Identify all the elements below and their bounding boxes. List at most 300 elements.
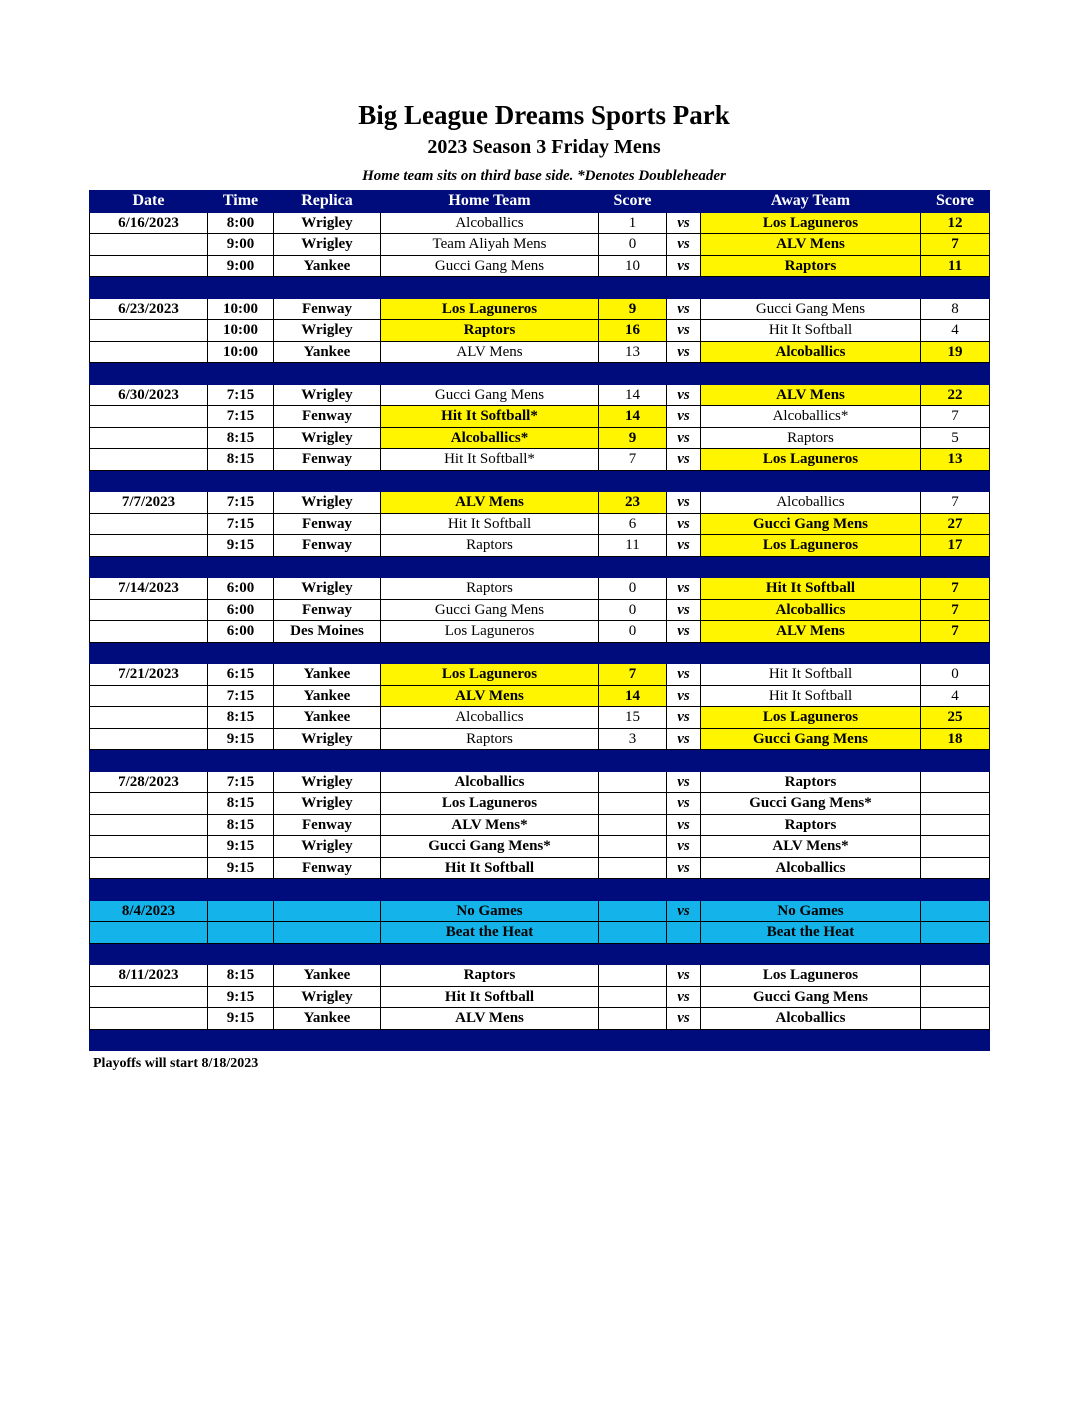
schedule-body [90, 212, 990, 1051]
away-score-cell: 0 [921, 664, 990, 686]
separator-cell [667, 750, 701, 772]
away-score-cell [921, 814, 990, 836]
home-team-cell: Los Laguneros [381, 793, 599, 815]
separator-cell [208, 277, 274, 299]
replica-cell: Fenway [274, 599, 381, 621]
home-score-cell: 0 [599, 599, 667, 621]
away-score-cell: 4 [921, 685, 990, 707]
separator-cell [274, 1029, 381, 1051]
game-row [90, 234, 990, 256]
time-cell: 10:00 [208, 320, 274, 342]
separator-cell [599, 470, 667, 492]
home-team-cell: Alcoballics [381, 707, 599, 729]
home-team-cell: Team Aliyah Mens [381, 234, 599, 256]
home-score-cell: 9 [599, 298, 667, 320]
separator-cell [921, 750, 990, 772]
away-score-cell [921, 793, 990, 815]
date-cell [90, 685, 208, 707]
date-cell [90, 406, 208, 428]
home-score-cell [599, 793, 667, 815]
away-score-cell: 18 [921, 728, 990, 750]
replica-cell: Fenway [274, 406, 381, 428]
away-team-cell: ALV Mens [701, 384, 921, 406]
away-team-cell: Hit It Softball [701, 664, 921, 686]
home-team-cell: Hit It Softball* [381, 406, 599, 428]
separator-cell [381, 556, 599, 578]
vs-cell: vs [667, 298, 701, 320]
date-cell [90, 986, 208, 1008]
time-cell: 7:15 [208, 771, 274, 793]
replica-cell: Wrigley [274, 728, 381, 750]
vs-cell: vs [667, 578, 701, 600]
away-team-cell: Los Laguneros [701, 449, 921, 471]
home-team-cell: Gucci Gang Mens [381, 599, 599, 621]
game-row [90, 664, 990, 686]
home-score-cell [599, 965, 667, 987]
separator-cell [381, 1029, 599, 1051]
time-cell: 6:15 [208, 664, 274, 686]
separator-cell [921, 642, 990, 664]
separator-cell [208, 750, 274, 772]
separator-cell [208, 642, 274, 664]
separator-cell [667, 642, 701, 664]
time-cell: 8:00 [208, 212, 274, 234]
home-score-cell: 1 [599, 212, 667, 234]
replica-cell: Fenway [274, 513, 381, 535]
away-score-cell [921, 986, 990, 1008]
date-cell [90, 427, 208, 449]
game-row [90, 836, 990, 858]
separator-cell [701, 470, 921, 492]
home-team-cell: Alcoballics* [381, 427, 599, 449]
game-row [90, 492, 990, 514]
separator-cell [274, 470, 381, 492]
away-team-cell: Beat the Heat [701, 922, 921, 944]
away-team-cell: Raptors [701, 814, 921, 836]
time-cell: 9:15 [208, 535, 274, 557]
separator-cell [90, 1029, 208, 1051]
vs-cell: vs [667, 492, 701, 514]
date-cell: 7/21/2023 [90, 664, 208, 686]
home-team-cell: Gucci Gang Mens* [381, 836, 599, 858]
home-score-cell: 14 [599, 685, 667, 707]
time-cell: 9:15 [208, 986, 274, 1008]
separator-cell [381, 879, 599, 901]
vs-cell: vs [667, 771, 701, 793]
date-cell: 6/30/2023 [90, 384, 208, 406]
separator-cell [667, 943, 701, 965]
game-row [90, 857, 990, 879]
date-cell [90, 341, 208, 363]
away-team-cell: ALV Mens* [701, 836, 921, 858]
replica-cell: Yankee [274, 685, 381, 707]
away-team-cell: Alcoballics [701, 1008, 921, 1030]
away-score-cell: 19 [921, 341, 990, 363]
replica-cell [274, 900, 381, 922]
replica-cell: Fenway [274, 535, 381, 557]
game-row [90, 771, 990, 793]
away-team-cell: Gucci Gang Mens [701, 298, 921, 320]
separator-cell [208, 470, 274, 492]
away-team-cell: Gucci Gang Mens [701, 986, 921, 1008]
separator-cell [381, 277, 599, 299]
vs-cell: vs [667, 621, 701, 643]
home-score-cell [599, 836, 667, 858]
separator-cell [381, 363, 599, 385]
time-cell: 10:00 [208, 341, 274, 363]
home-team-cell: Alcoballics [381, 212, 599, 234]
home-team-cell: ALV Mens [381, 492, 599, 514]
page-title: Big League Dreams Sports Park [358, 100, 730, 130]
date-cell: 7/7/2023 [90, 492, 208, 514]
time-cell: 9:00 [208, 234, 274, 256]
game-row [90, 449, 990, 471]
game-row [90, 406, 990, 428]
away-score-cell: 7 [921, 621, 990, 643]
home-team-cell: Raptors [381, 965, 599, 987]
away-team-cell: Alcoballics [701, 341, 921, 363]
away-team-cell: Los Laguneros [701, 212, 921, 234]
separator-cell [599, 943, 667, 965]
time-cell: 9:00 [208, 255, 274, 277]
time-cell: 9:15 [208, 836, 274, 858]
home-score-cell [599, 900, 667, 922]
replica-cell: Wrigley [274, 836, 381, 858]
game-row [90, 212, 990, 234]
home-team-cell: Alcoballics [381, 771, 599, 793]
home-team-cell: Raptors [381, 535, 599, 557]
time-cell: 10:00 [208, 298, 274, 320]
away-score-cell: 17 [921, 535, 990, 557]
separator-cell [90, 556, 208, 578]
date-cell: 7/28/2023 [90, 771, 208, 793]
away-team-cell: Alcoballics [701, 599, 921, 621]
game-row [90, 900, 990, 922]
home-team-cell: No Games [381, 900, 599, 922]
date-cell: 6/23/2023 [90, 298, 208, 320]
separator-cell [90, 642, 208, 664]
separator-cell [208, 1029, 274, 1051]
home-score-cell [599, 771, 667, 793]
home-team-cell: ALV Mens [381, 341, 599, 363]
time-cell [208, 922, 274, 944]
separator-cell [667, 556, 701, 578]
home-team-cell: Raptors [381, 728, 599, 750]
replica-cell: Yankee [274, 664, 381, 686]
week-separator [90, 277, 990, 299]
home-score-cell: 16 [599, 320, 667, 342]
game-row [90, 384, 990, 406]
vs-cell: vs [667, 814, 701, 836]
home-score-cell: 7 [599, 449, 667, 471]
replica-cell: Wrigley [274, 492, 381, 514]
game-row [90, 922, 990, 944]
game-row [90, 535, 990, 557]
replica-cell: Yankee [274, 255, 381, 277]
home-score-cell: 0 [599, 578, 667, 600]
week-separator [90, 642, 990, 664]
vs-cell: vs [667, 836, 701, 858]
time-cell: 6:00 [208, 599, 274, 621]
replica-cell: Fenway [274, 814, 381, 836]
separator-cell [599, 642, 667, 664]
vs-cell: vs [667, 535, 701, 557]
time-cell: 9:15 [208, 857, 274, 879]
vs-cell: vs [667, 320, 701, 342]
date-cell [90, 621, 208, 643]
home-score-cell: 6 [599, 513, 667, 535]
time-cell: 7:15 [208, 406, 274, 428]
vs-cell: vs [667, 664, 701, 686]
vs-cell: vs [667, 513, 701, 535]
away-score-cell: 27 [921, 513, 990, 535]
away-score-cell: 13 [921, 449, 990, 471]
game-row [90, 728, 990, 750]
home-score-cell: 14 [599, 406, 667, 428]
away-score-cell: 7 [921, 492, 990, 514]
home-score-cell [599, 986, 667, 1008]
replica-cell: Wrigley [274, 427, 381, 449]
separator-cell [921, 879, 990, 901]
away-score-cell [921, 900, 990, 922]
replica-cell [274, 922, 381, 944]
separator-cell [599, 750, 667, 772]
away-team-cell: Hit It Softball [701, 578, 921, 600]
vs-cell: vs [667, 406, 701, 428]
replica-cell: Fenway [274, 857, 381, 879]
separator-cell [599, 277, 667, 299]
separator-cell [208, 943, 274, 965]
away-score-cell [921, 922, 990, 944]
game-row [90, 341, 990, 363]
header-row [90, 191, 990, 213]
date-cell [90, 814, 208, 836]
home-team-cell: Los Laguneros [381, 664, 599, 686]
separator-cell [921, 277, 990, 299]
playoffs-note: Playoffs will start 8/18/2023 [93, 1056, 259, 1071]
col-time: Time [208, 191, 274, 213]
week-separator [90, 470, 990, 492]
separator-cell [90, 363, 208, 385]
date-cell [90, 922, 208, 944]
game-row [90, 965, 990, 987]
separator-cell [381, 943, 599, 965]
separator-cell [701, 943, 921, 965]
home-team-cell: ALV Mens [381, 685, 599, 707]
home-team-cell: Hit It Softball [381, 513, 599, 535]
date-cell [90, 793, 208, 815]
away-score-cell [921, 965, 990, 987]
away-score-cell: 12 [921, 212, 990, 234]
game-row [90, 1008, 990, 1030]
separator-cell [701, 750, 921, 772]
time-cell: 7:15 [208, 513, 274, 535]
away-team-cell: Los Laguneros [701, 965, 921, 987]
date-cell: 7/14/2023 [90, 578, 208, 600]
separator-cell [381, 642, 599, 664]
separator-cell [274, 750, 381, 772]
vs-cell: vs [667, 857, 701, 879]
week-separator [90, 1029, 990, 1051]
separator-cell [208, 556, 274, 578]
time-cell: 8:15 [208, 449, 274, 471]
week-separator [90, 556, 990, 578]
home-score-cell: 0 [599, 621, 667, 643]
game-row [90, 255, 990, 277]
home-score-cell [599, 814, 667, 836]
col-date: Date [90, 191, 208, 213]
away-team-cell: Gucci Gang Mens [701, 728, 921, 750]
date-cell [90, 449, 208, 471]
separator-cell [274, 277, 381, 299]
col-replica: Replica [274, 191, 381, 213]
game-row [90, 320, 990, 342]
vs-cell: vs [667, 384, 701, 406]
away-team-cell: No Games [701, 900, 921, 922]
time-cell: 8:15 [208, 793, 274, 815]
time-cell: 9:15 [208, 1008, 274, 1030]
separator-cell [921, 363, 990, 385]
separator-cell [381, 750, 599, 772]
col-home-team: Home Team [381, 191, 599, 213]
home-team-cell: Los Laguneros [381, 298, 599, 320]
away-team-cell: Alcoballics [701, 492, 921, 514]
separator-cell [274, 642, 381, 664]
home-team-cell: Raptors [381, 320, 599, 342]
col-away-team: Away Team [701, 191, 921, 213]
date-cell [90, 535, 208, 557]
separator-cell [599, 363, 667, 385]
away-team-cell: Alcoballics* [701, 406, 921, 428]
home-team-cell: Los Laguneros [381, 621, 599, 643]
date-cell [90, 836, 208, 858]
home-score-cell: 14 [599, 384, 667, 406]
away-score-cell: 8 [921, 298, 990, 320]
away-team-cell: ALV Mens [701, 234, 921, 256]
game-row [90, 793, 990, 815]
time-cell: 8:15 [208, 965, 274, 987]
separator-cell [599, 879, 667, 901]
separator-cell [274, 943, 381, 965]
date-cell [90, 857, 208, 879]
vs-cell: vs [667, 707, 701, 729]
home-score-cell: 13 [599, 341, 667, 363]
vs-cell: vs [667, 728, 701, 750]
separator-cell [921, 556, 990, 578]
vs-cell: vs [667, 1008, 701, 1030]
date-cell: 8/4/2023 [90, 900, 208, 922]
game-row [90, 513, 990, 535]
separator-cell [599, 556, 667, 578]
schedule-note: Home team sits on third base side. *Denotes Doubleheader [362, 168, 726, 184]
home-team-cell: Beat the Heat [381, 922, 599, 944]
separator-cell [381, 470, 599, 492]
home-score-cell [599, 857, 667, 879]
time-cell: 9:15 [208, 728, 274, 750]
replica-cell: Yankee [274, 965, 381, 987]
replica-cell: Wrigley [274, 384, 381, 406]
separator-cell [667, 363, 701, 385]
week-separator [90, 879, 990, 901]
date-cell [90, 255, 208, 277]
game-row [90, 685, 990, 707]
replica-cell: Wrigley [274, 771, 381, 793]
away-score-cell: 5 [921, 427, 990, 449]
replica-cell: Yankee [274, 707, 381, 729]
vs-cell: vs [667, 685, 701, 707]
vs-cell: vs [667, 965, 701, 987]
time-cell: 6:00 [208, 621, 274, 643]
time-cell: 8:15 [208, 814, 274, 836]
away-team-cell: ALV Mens [701, 621, 921, 643]
col-away-score: Score [921, 191, 990, 213]
home-score-cell: 7 [599, 664, 667, 686]
game-row [90, 814, 990, 836]
replica-cell: Wrigley [274, 986, 381, 1008]
home-score-cell: 9 [599, 427, 667, 449]
week-separator [90, 363, 990, 385]
separator-cell [701, 556, 921, 578]
separator-cell [667, 277, 701, 299]
game-row [90, 986, 990, 1008]
home-score-cell: 0 [599, 234, 667, 256]
vs-cell: vs [667, 986, 701, 1008]
away-score-cell: 4 [921, 320, 990, 342]
separator-cell [667, 470, 701, 492]
replica-cell: Yankee [274, 341, 381, 363]
separator-cell [701, 363, 921, 385]
separator-cell [701, 879, 921, 901]
separator-cell [90, 470, 208, 492]
col-home-score: Score [599, 191, 667, 213]
game-row [90, 599, 990, 621]
time-cell: 7:15 [208, 685, 274, 707]
away-team-cell: Hit It Softball [701, 320, 921, 342]
separator-cell [667, 879, 701, 901]
separator-cell [701, 642, 921, 664]
separator-cell [274, 556, 381, 578]
away-team-cell: Gucci Gang Mens* [701, 793, 921, 815]
separator-cell [921, 470, 990, 492]
game-row [90, 578, 990, 600]
replica-cell: Wrigley [274, 578, 381, 600]
home-team-cell: Hit It Softball [381, 986, 599, 1008]
time-cell: 7:15 [208, 384, 274, 406]
away-team-cell: Raptors [701, 255, 921, 277]
game-row [90, 427, 990, 449]
away-team-cell: Raptors [701, 771, 921, 793]
date-cell [90, 707, 208, 729]
date-cell [90, 599, 208, 621]
vs-cell: vs [667, 900, 701, 922]
home-score-cell: 11 [599, 535, 667, 557]
game-row [90, 707, 990, 729]
game-row [90, 621, 990, 643]
vs-cell: vs [667, 234, 701, 256]
replica-cell: Wrigley [274, 793, 381, 815]
separator-cell [921, 943, 990, 965]
date-cell [90, 513, 208, 535]
replica-cell: Fenway [274, 449, 381, 471]
vs-cell: vs [667, 427, 701, 449]
away-score-cell [921, 1008, 990, 1030]
away-team-cell: Raptors [701, 427, 921, 449]
home-team-cell: Hit It Softball [381, 857, 599, 879]
separator-cell [667, 1029, 701, 1051]
vs-cell: vs [667, 255, 701, 277]
away-team-cell: Gucci Gang Mens [701, 513, 921, 535]
separator-cell [90, 943, 208, 965]
